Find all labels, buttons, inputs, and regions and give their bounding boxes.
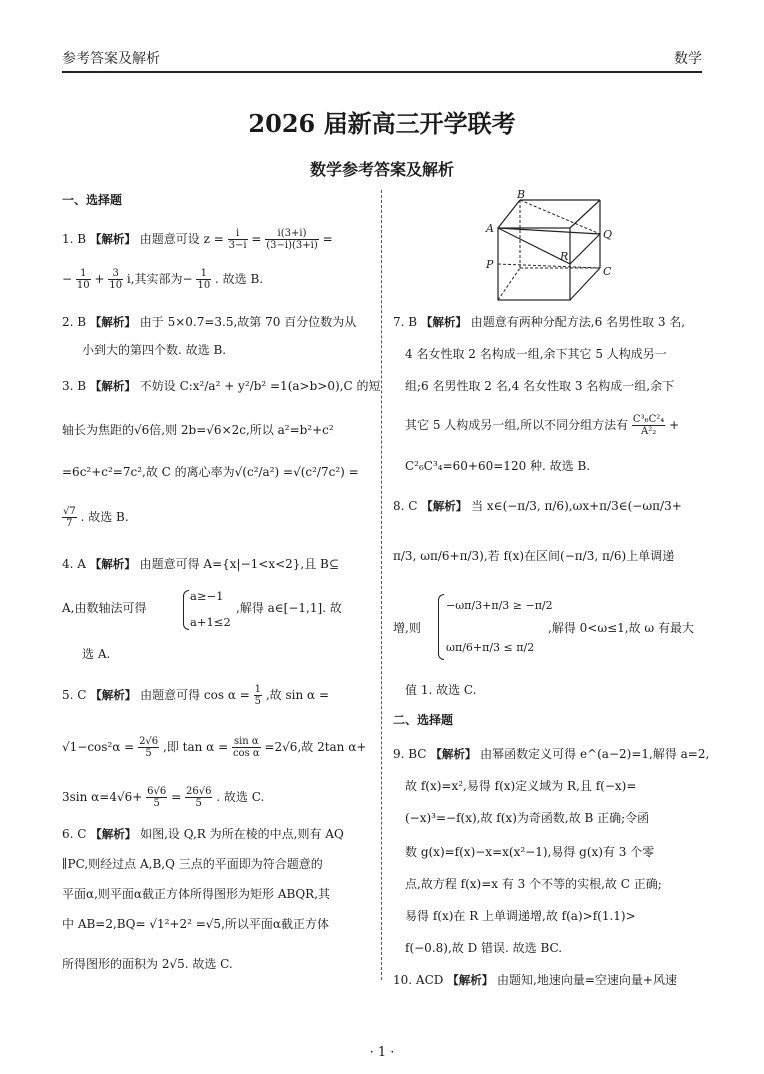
q1-plus: + — [94, 272, 105, 286]
analysis-tag: 【解析】 — [421, 499, 468, 513]
section-line-AQ — [498, 228, 600, 234]
q4-line-1 — [62, 556, 339, 572]
section-line-RQ — [570, 234, 600, 264]
q10-text: 由题知,地速向量=空速向量+风速 — [497, 973, 677, 987]
q5-fraction-4: $\frac{6√6}{5}$ — [147, 786, 167, 809]
q6-line-1 — [62, 826, 344, 842]
column-divider — [381, 190, 382, 980]
q1-conclusion: . 故选 B. — [215, 272, 264, 286]
cube-hidden-edge — [498, 268, 520, 300]
cube-edge — [570, 200, 600, 228]
q5-fraction-2: $\frac{2√6}{5}$ — [139, 736, 159, 759]
q9-line-1 — [393, 746, 709, 762]
q1-text-2: i,其实部为− — [126, 272, 193, 286]
q1-equals: = — [251, 232, 262, 246]
q8-text: 当 x∈(−π/3, π/6),ωx+π/3∈(−ωπ/3+ — [471, 499, 682, 513]
q1-line-1 — [62, 228, 333, 251]
q5-text-3: =2√6,故 2tan α+ — [264, 740, 367, 754]
analysis-tag: 【解析】 — [89, 315, 136, 329]
q6-text: 如图,设 Q,R 为所在棱的中点,则有 AQ — [140, 827, 344, 841]
q5-sqrt: √1−cos²α = — [62, 740, 135, 754]
q5-number: 5. C — [62, 688, 87, 702]
q6-line-4: 中 AB=2,BQ= √1²+2² =√5,所以平面α截正方体 — [62, 917, 329, 931]
q7-text-4: 其它 5 人构成另一组,所以不同分组方法有 — [405, 418, 629, 432]
label-A: A — [486, 222, 494, 235]
q5-equals: = — [171, 790, 182, 804]
q5-fraction-5: $\frac{26√6}{5}$ — [185, 786, 212, 809]
q1-fraction-1: $\frac{i}{3-i}$ — [228, 228, 247, 251]
q9-number: 9. BC — [393, 747, 427, 761]
q3-line-2: 轴长为焦距的√6倍,则 2b=√6×2c,所以 a²=b²+c² — [62, 423, 334, 437]
q10-line-1 — [393, 972, 677, 988]
q3-text: 不妨设 C:x²/a² + y²/b² =1(a>b>0),C 的短 — [139, 379, 381, 393]
q1-fraction-5: $\frac{1}{10}$ — [197, 268, 211, 291]
q7-number: 7. B — [393, 315, 418, 329]
q7-line-3: 组;6 名男性取 2 名,4 名女性取 3 名构成一组,余下 — [405, 379, 675, 393]
cube-edge — [570, 268, 600, 300]
q9-line-7: f(−0.8),故 D 错误. 故选 BC. — [405, 941, 563, 955]
label-P: P — [486, 258, 494, 271]
q6-line-3: 平面α,则平面α截正方体所得图形为矩形 ABQR,其 — [62, 887, 331, 901]
q5-line-2 — [62, 736, 366, 759]
q5-line-1 — [62, 684, 329, 707]
q3-line-3: =6c²+c²=7c²,故 C 的离心率为√(c²/a²) =√(c²/7c²) = — [62, 465, 359, 479]
analysis-tag: 【解析】 — [90, 827, 137, 841]
cube-figure — [480, 188, 620, 310]
q8-system-brace — [438, 594, 444, 660]
q7-text: 由题意有两种分配方法,6 名男性取 3 名, — [470, 315, 686, 329]
label-R: R — [560, 250, 569, 263]
header-left-label: 参考答案及解析 — [62, 51, 160, 67]
q3-fraction: $\frac{√7}{7}$ — [63, 506, 76, 529]
q9-text: 由幂函数定义可得 e^(a−2)=1,解得 a=2, — [480, 747, 710, 761]
q8-system-row-2: ωπ/6+π/3 ≤ π/2 — [446, 641, 535, 654]
q4-system-brace — [183, 590, 189, 630]
q10-number: 10. ACD — [393, 973, 444, 987]
analysis-tag: 【解析】 — [89, 379, 136, 393]
q5-text: 由题意可得 cos α = — [140, 688, 250, 702]
analysis-tag: 【解析】 — [420, 315, 467, 329]
q5-tan: ,即 tan α = — [163, 740, 229, 754]
q1-minus: − — [62, 272, 73, 286]
label-Q: Q — [603, 228, 613, 241]
page-subtitle: 数学参考答案及解析 — [309, 160, 454, 179]
section-heading-2: 二、选择题 — [393, 713, 454, 727]
q5-line-3 — [62, 786, 264, 809]
analysis-tag: 【解析】 — [90, 688, 137, 702]
q4-number: 4. A — [62, 557, 86, 571]
q2-text: 由于 5×0.7=3.5,故第 70 百分位数为从 — [139, 315, 357, 329]
q5-conclusion: . 故选 C. — [216, 790, 265, 804]
q9-line-2: 故 f(x)=x²,易得 f(x)定义域为 R,且 f(−x)= — [405, 779, 637, 793]
q4-line-3: 选 A. — [82, 647, 111, 661]
label-C: C — [603, 265, 612, 278]
analysis-tag: 【解析】 — [89, 232, 136, 246]
q4-line-2a: A,由数轴法可得 — [62, 601, 147, 615]
q9-line-5: 点,故方程 f(x)=x 有 3 个不等的实根,故 C 正确; — [405, 877, 662, 891]
q4-system-row-2: a+1≤2 — [190, 615, 231, 629]
q8-line-3b: ,解得 0<ω≤1,故 ω 有最大 — [548, 621, 695, 635]
q7-line-4 — [405, 414, 679, 437]
q9-line-4: 数 g(x)=f(x)−x=x(x²−1),易得 g(x)有 3 个零 — [405, 845, 655, 859]
label-B: B — [517, 188, 526, 201]
q3-number: 3. B — [62, 379, 87, 393]
q6-number: 6. C — [62, 827, 87, 841]
q8-number: 8. C — [393, 499, 418, 513]
page-header — [62, 48, 702, 72]
q2-line-2: 小到大的第四个数. 故选 B. — [82, 343, 227, 357]
q5-fraction-1: $\frac{1}{5}$ — [254, 684, 262, 707]
q2-number: 2. B — [62, 315, 87, 329]
q7-line-1 — [393, 314, 685, 330]
q1-fraction-3: $\frac{1}{10}$ — [76, 268, 90, 291]
analysis-tag: 【解析】 — [447, 973, 494, 987]
q4-system-row-1: a≥−1 — [190, 589, 224, 603]
q9-line-3: (−x)³=−f(x),故 f(x)为奇函数,故 B 正确;令函 — [405, 811, 650, 825]
q5-text-2: ,故 sin α = — [265, 688, 330, 702]
q7-plus: + — [669, 418, 680, 432]
q5-fraction-3: $\frac{\text{sin α}}{\text{cos α}}$ — [232, 736, 260, 759]
header-rule — [62, 71, 702, 73]
q7-line-5: C²₆C³₄=60+60=120 种. 故选 B. — [405, 459, 591, 473]
analysis-tag: 【解析】 — [89, 557, 136, 571]
q9-line-6: 易得 f(x)在 R 上单调递增,故 f(a)>f(1.1)> — [405, 909, 636, 923]
section-heading-1: 一、选择题 — [62, 193, 123, 207]
q4-text: 由题意可得 A={x|−1<x<2},且 B⊆ — [139, 557, 339, 571]
q1-line-2 — [62, 268, 263, 291]
q8-line-1 — [393, 498, 682, 514]
q8-line-2: π/3, ωπ/6+π/3),若 f(x)在区间(−π/3, π/6)上单调递 — [393, 549, 675, 563]
q1-fraction-4: $\frac{3}{10}$ — [109, 268, 123, 291]
page-title: 2026 届新高三开学联考 — [248, 109, 516, 138]
q7-line-2: 4 名女性取 2 名构成一组,余下其它 5 人构成另一 — [405, 347, 667, 361]
q3-conclusion: . 故选 B. — [80, 510, 129, 524]
q8-system-row-1: −ωπ/3+π/3 ≥ −π/2 — [446, 599, 553, 612]
q1-fraction-2: $\frac{i(3+i)}{(3-i)(3+i)}$ — [266, 228, 318, 251]
q6-line-5: 所得图形的面积为 2√5. 故选 C. — [62, 957, 233, 971]
q1-text: 由题意可设 z = — [139, 232, 224, 246]
q3-line-1 — [62, 378, 380, 394]
analysis-tag: 【解析】 — [430, 747, 477, 761]
q3-line-4 — [62, 506, 129, 529]
q1-number: 1. B — [62, 232, 87, 246]
page-number: · 1 · — [369, 1045, 395, 1060]
section-line-BQ — [520, 200, 600, 234]
q7-fraction: $\frac{\text{C³₆C²₄}}{\text{A²₂}}$ — [632, 414, 665, 437]
q6-line-2: ∥PC,则经过点 A,B,Q 三点的平面即为符合题意的 — [62, 857, 323, 871]
q5-sum: 3sin α=4√6+ — [62, 790, 143, 804]
line-PC — [498, 264, 600, 268]
header-subject-label: 数学 — [674, 51, 702, 67]
q8-line-4: 值 1. 故选 C. — [405, 683, 477, 697]
q1-equals-2: = — [322, 232, 333, 246]
cube-edge — [498, 200, 520, 228]
q2-line-1 — [62, 314, 356, 330]
q8-line-3a: 增,则 — [393, 621, 421, 635]
q4-line-2b: ,解得 a∈[−1,1]. 故 — [236, 601, 342, 615]
